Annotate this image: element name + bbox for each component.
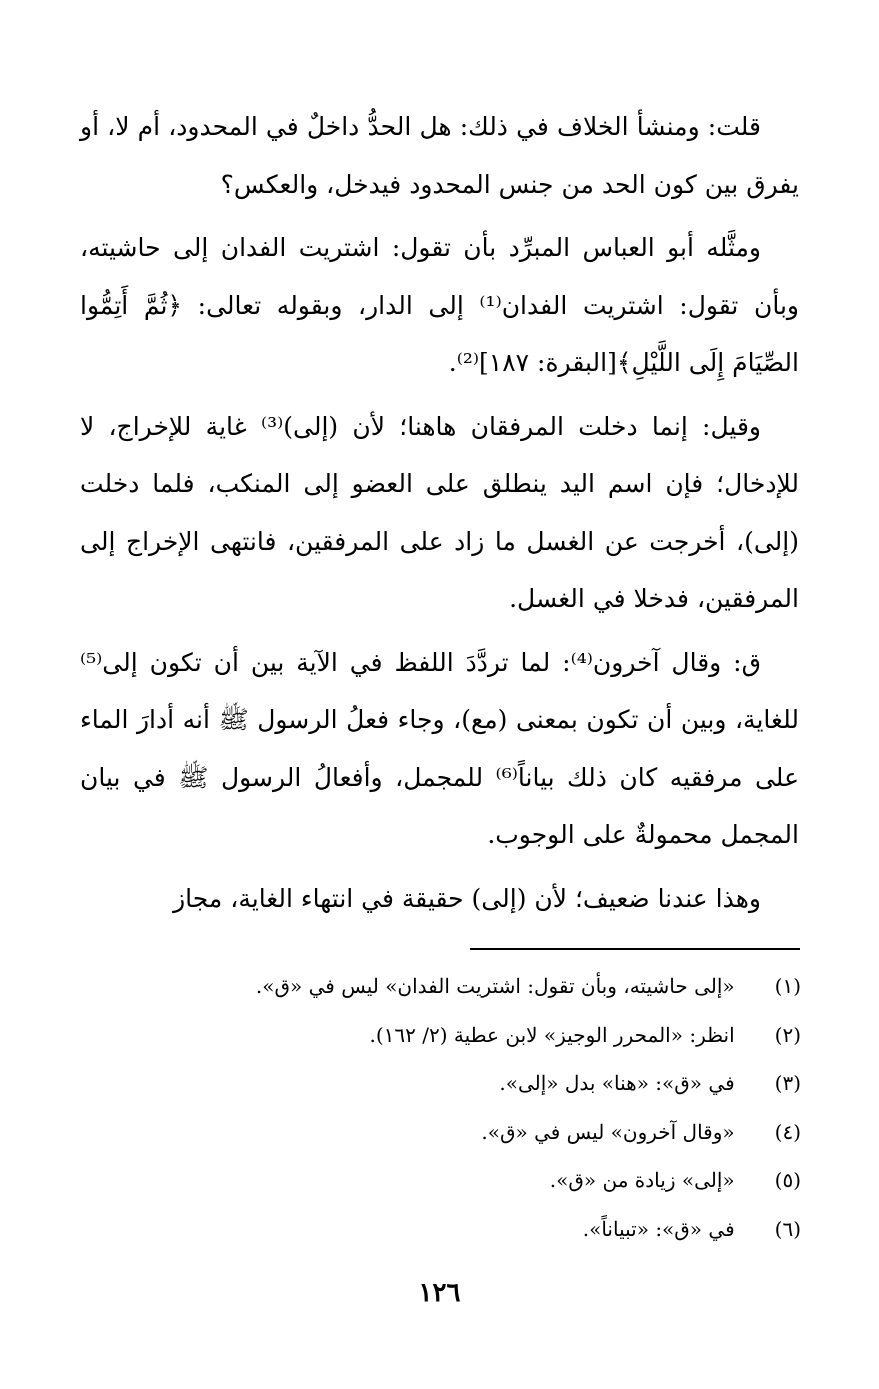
footnote-number: (٦): [774, 1216, 801, 1241]
footnote-number: (٣): [774, 1071, 801, 1095]
footnote: [101, 962, 801, 1011]
footnote-number: (٥): [774, 1168, 801, 1192]
footnote: [101, 1156, 801, 1205]
main-text: [80, 98, 799, 933]
paragraph: ومثَّله أبو العباس المبرِّد بأن تقول: اشتريت الفدان إلى حاشيته، وبأن تقول: اشتريت الفدان⁽¹⁾ إلى الدار، وبقوله تعالى: ﴿ثُمَّ أَتِمُّوا الصِّيَامَ إِلَى اللَّيْلِ﴾[البقرة: ١٨٧]⁽²⁾.: [80, 233, 799, 377]
footnote-text: انظر: «المحرر الوجيز» لابن عطية (٢/ ١٦٢).: [369, 1022, 735, 1047]
footnote-number: (٢): [774, 1022, 801, 1047]
paragraph: وقيل: إنما دخلت المرفقان هاهنا؛ لأن (إلى)⁽³⁾ غاية للإخراج، لا للإدخال؛ فإن اسم اليد ينطلق على العضو إلى المنكب، فلما دخلت (إلى)، أخرجت عن الغسل ما زاد على المرفقين، فانتهى الإخراج إلى المرفقين، فدخلا في الغسل.: [80, 411, 799, 613]
footnote-text: «وقال آخرون» ليس في «ق».: [481, 1119, 735, 1144]
footnote: [101, 1205, 801, 1254]
footnote: [101, 1108, 801, 1157]
footnotes: [101, 962, 801, 1253]
page-number: ١٢٦: [418, 1278, 461, 1308]
paragraph: وهذا عندنا ضعيف؛ لأن (إلى) حقيقة في انتهاء الغاية، مجاز: [173, 883, 761, 913]
footnote: [101, 1011, 801, 1060]
footnote-number: (٤): [774, 1119, 801, 1144]
footnote-number: (١): [774, 974, 801, 998]
footnote-separator: [470, 948, 800, 950]
footnote-text: «إلى حاشيته، وبأن تقول: اشتريت الفدان» ليس في «ق».: [255, 974, 735, 998]
footnote-text: في «ق»: «تبياناً».: [582, 1216, 735, 1241]
footnote-text: «إلى» زيادة من «ق».: [549, 1168, 735, 1192]
paragraph: قلت: ومنشأ الخلاف في ذلك: هل الحدُّ داخلٌ في المحدود، أم لا، أو يفرق بين كون الحد من جنس المحدود فيدخل، والعكس؟: [80, 112, 799, 199]
footnote-text: في «ق»: «هنا» بدل «إلى».: [499, 1071, 735, 1095]
paragraph: ق: وقال آخرون⁽⁴⁾: لما تردَّدَ اللفظ في الآية بين أن تكون إلى⁽⁵⁾ للغاية، وبين أن تكون بمعنى (مع)، وجاء فعلُ الرسول ﷺ أنه أدارَ الماء على مرفقيه كان ذلك بياناً⁽⁶⁾ للمجمل، وأفعالُ الرسول ﷺ في بيان المجمل محمولةٌ على الوجوب.: [80, 647, 799, 849]
footnote: [101, 1059, 801, 1108]
